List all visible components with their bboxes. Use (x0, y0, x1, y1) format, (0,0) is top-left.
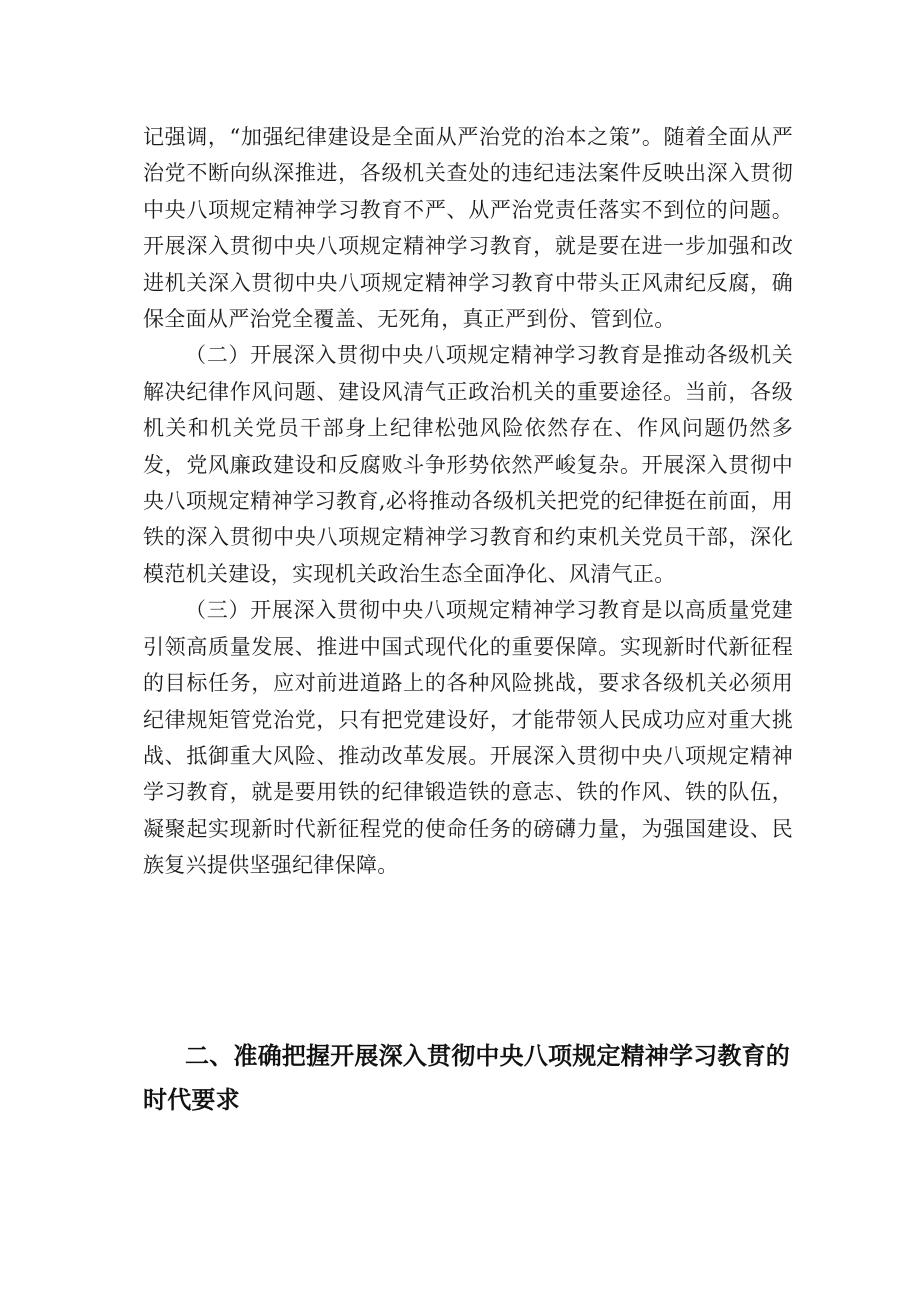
paragraph-point-three: （三）开展深入贯彻中央八项规定精神学习教育是以高质量党建引领高质量发展、推进中国式现代化的重要保障。实现新时代新征程的目标任务，应对前进道路上的各种风险挑战，要求各级机关必须用纪律规矩管党治党，只有把党建设好，才能带领人民成功应对重大挑战、抵御重大风险、推动改革发展。开展深入贯彻中央八项规定精神学习教育，就是要用铁的纪律锻造铁的意志、铁的作风、铁的队伍，凝聚起实现新时代新征程党的使命任务的磅礴力量，为强国建设、民族复兴提供坚强纪律保障。 (143, 598, 793, 878)
paragraph-continuation: 记强调，“加强纪律建设是全面从严治党的治本之策”。随着全面从严治党不断向纵深推进，各级机关查处的违纪违法案件反映出深入贯彻中央八项规定精神学习教育不严、从严治党责任落实不到位的问题。开展深入贯彻中央八项规定精神学习教育，就是要在进一步加强和改进机关深入贯彻中央八项规定精神学习教育中带头正风肃纪反腐，确保全面从严治党全覆盖、无死角，真正严到份、管到位。 (143, 125, 793, 332)
document-body (143, 119, 793, 884)
paragraph-point-two: （二）开展深入贯彻中央八项规定精神学习教育是推动各级机关解决纪律作风问题、建设风清气正政治机关的重要途径。当前，各级机关和机关党员干部身上纪律松弛风险依然存在、作风问题仍然多发，党风廉政建设和反腐败斗争形势依然严峻复杂。开展深入贯彻中央八项规定精神学习教育,必将推动各级机关把党的纪律挺在前面，用铁的深入贯彻中央八项规定精神学习教育和约束机关党员干部，深化模范机关建设，实现机关政治生态全面净化、风清气正。 (143, 343, 793, 586)
section-heading: 二、准确把握开展深入贯彻中央八项规定精神学习教育的时代要求 (143, 1042, 790, 1114)
